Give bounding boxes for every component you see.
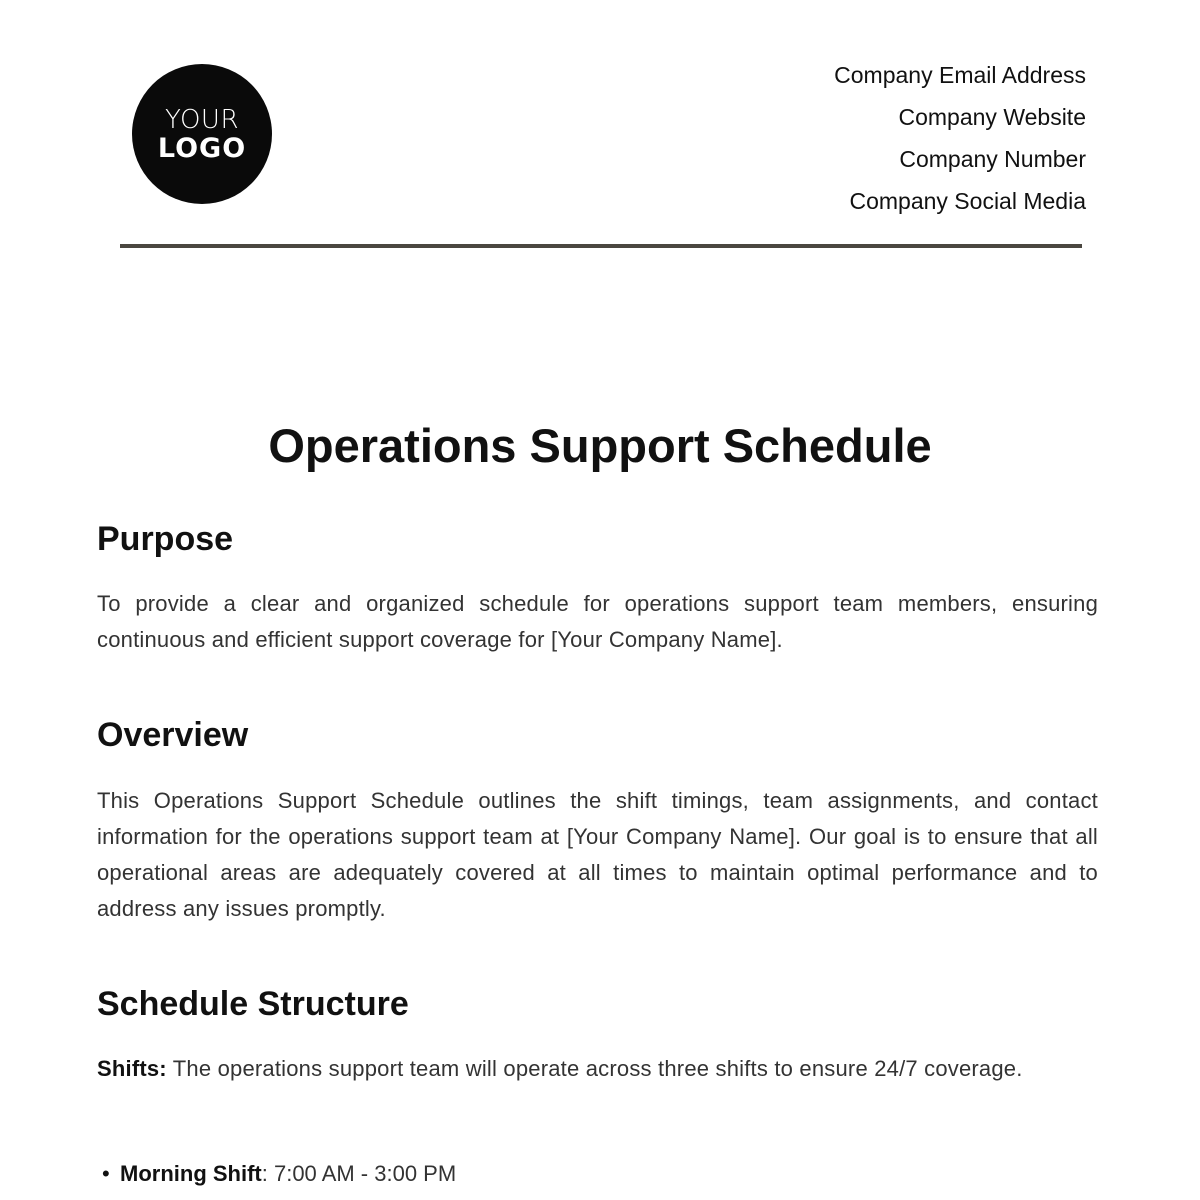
document-title: Operations Support Schedule: [268, 419, 932, 472]
purpose-body: [97, 586, 1098, 658]
overview-text: This Operations Support Schedule outlines the shift timings, team assignments, and contact information for the operations support team at [Your Company Name]. Our goal is to ensure that all operational areas are adequately covered at all times to maintain optimal performance and to address any issues promptly.: [97, 788, 1098, 921]
shift-time: : 7:00 AM - 3:00 PM: [261, 1161, 457, 1186]
company-number: Company Number: [899, 146, 1086, 172]
company-contact-block: [834, 54, 1086, 222]
purpose-heading: Purpose: [97, 520, 234, 558]
logo-text-top: YOUR: [164, 104, 240, 135]
schedule-body: [97, 1051, 1098, 1087]
shifts-text: The operations support team will operate across three shifts to ensure 24/7 coverage.: [166, 1056, 1023, 1081]
shifts-paragraph: [97, 1051, 1098, 1087]
overview-heading: Overview: [97, 716, 249, 754]
bullet-marker: •: [102, 1161, 110, 1186]
list-item-morning-shift: [102, 1161, 456, 1187]
shifts-label: Shifts:: [97, 1056, 167, 1081]
company-website: Company Website: [898, 104, 1086, 130]
purpose-section: [97, 520, 1098, 559]
company-email: Company Email Address: [834, 62, 1086, 88]
shift-name: Morning Shift: [120, 1161, 262, 1186]
overview-section: [97, 716, 1098, 755]
purpose-text: To provide a clear and organized schedule for operations support team members, ensuring continuous and efficient support coverage for [Your Company Name].: [97, 591, 1098, 652]
company-social-media: Company Social Media: [849, 188, 1086, 214]
company-logo: [132, 64, 272, 204]
logo-text-bottom: LOGO: [157, 132, 247, 164]
schedule-heading: Schedule Structure: [97, 985, 409, 1023]
schedule-section: [97, 985, 1098, 1024]
header-divider: [120, 244, 1082, 248]
overview-body: [97, 783, 1098, 927]
